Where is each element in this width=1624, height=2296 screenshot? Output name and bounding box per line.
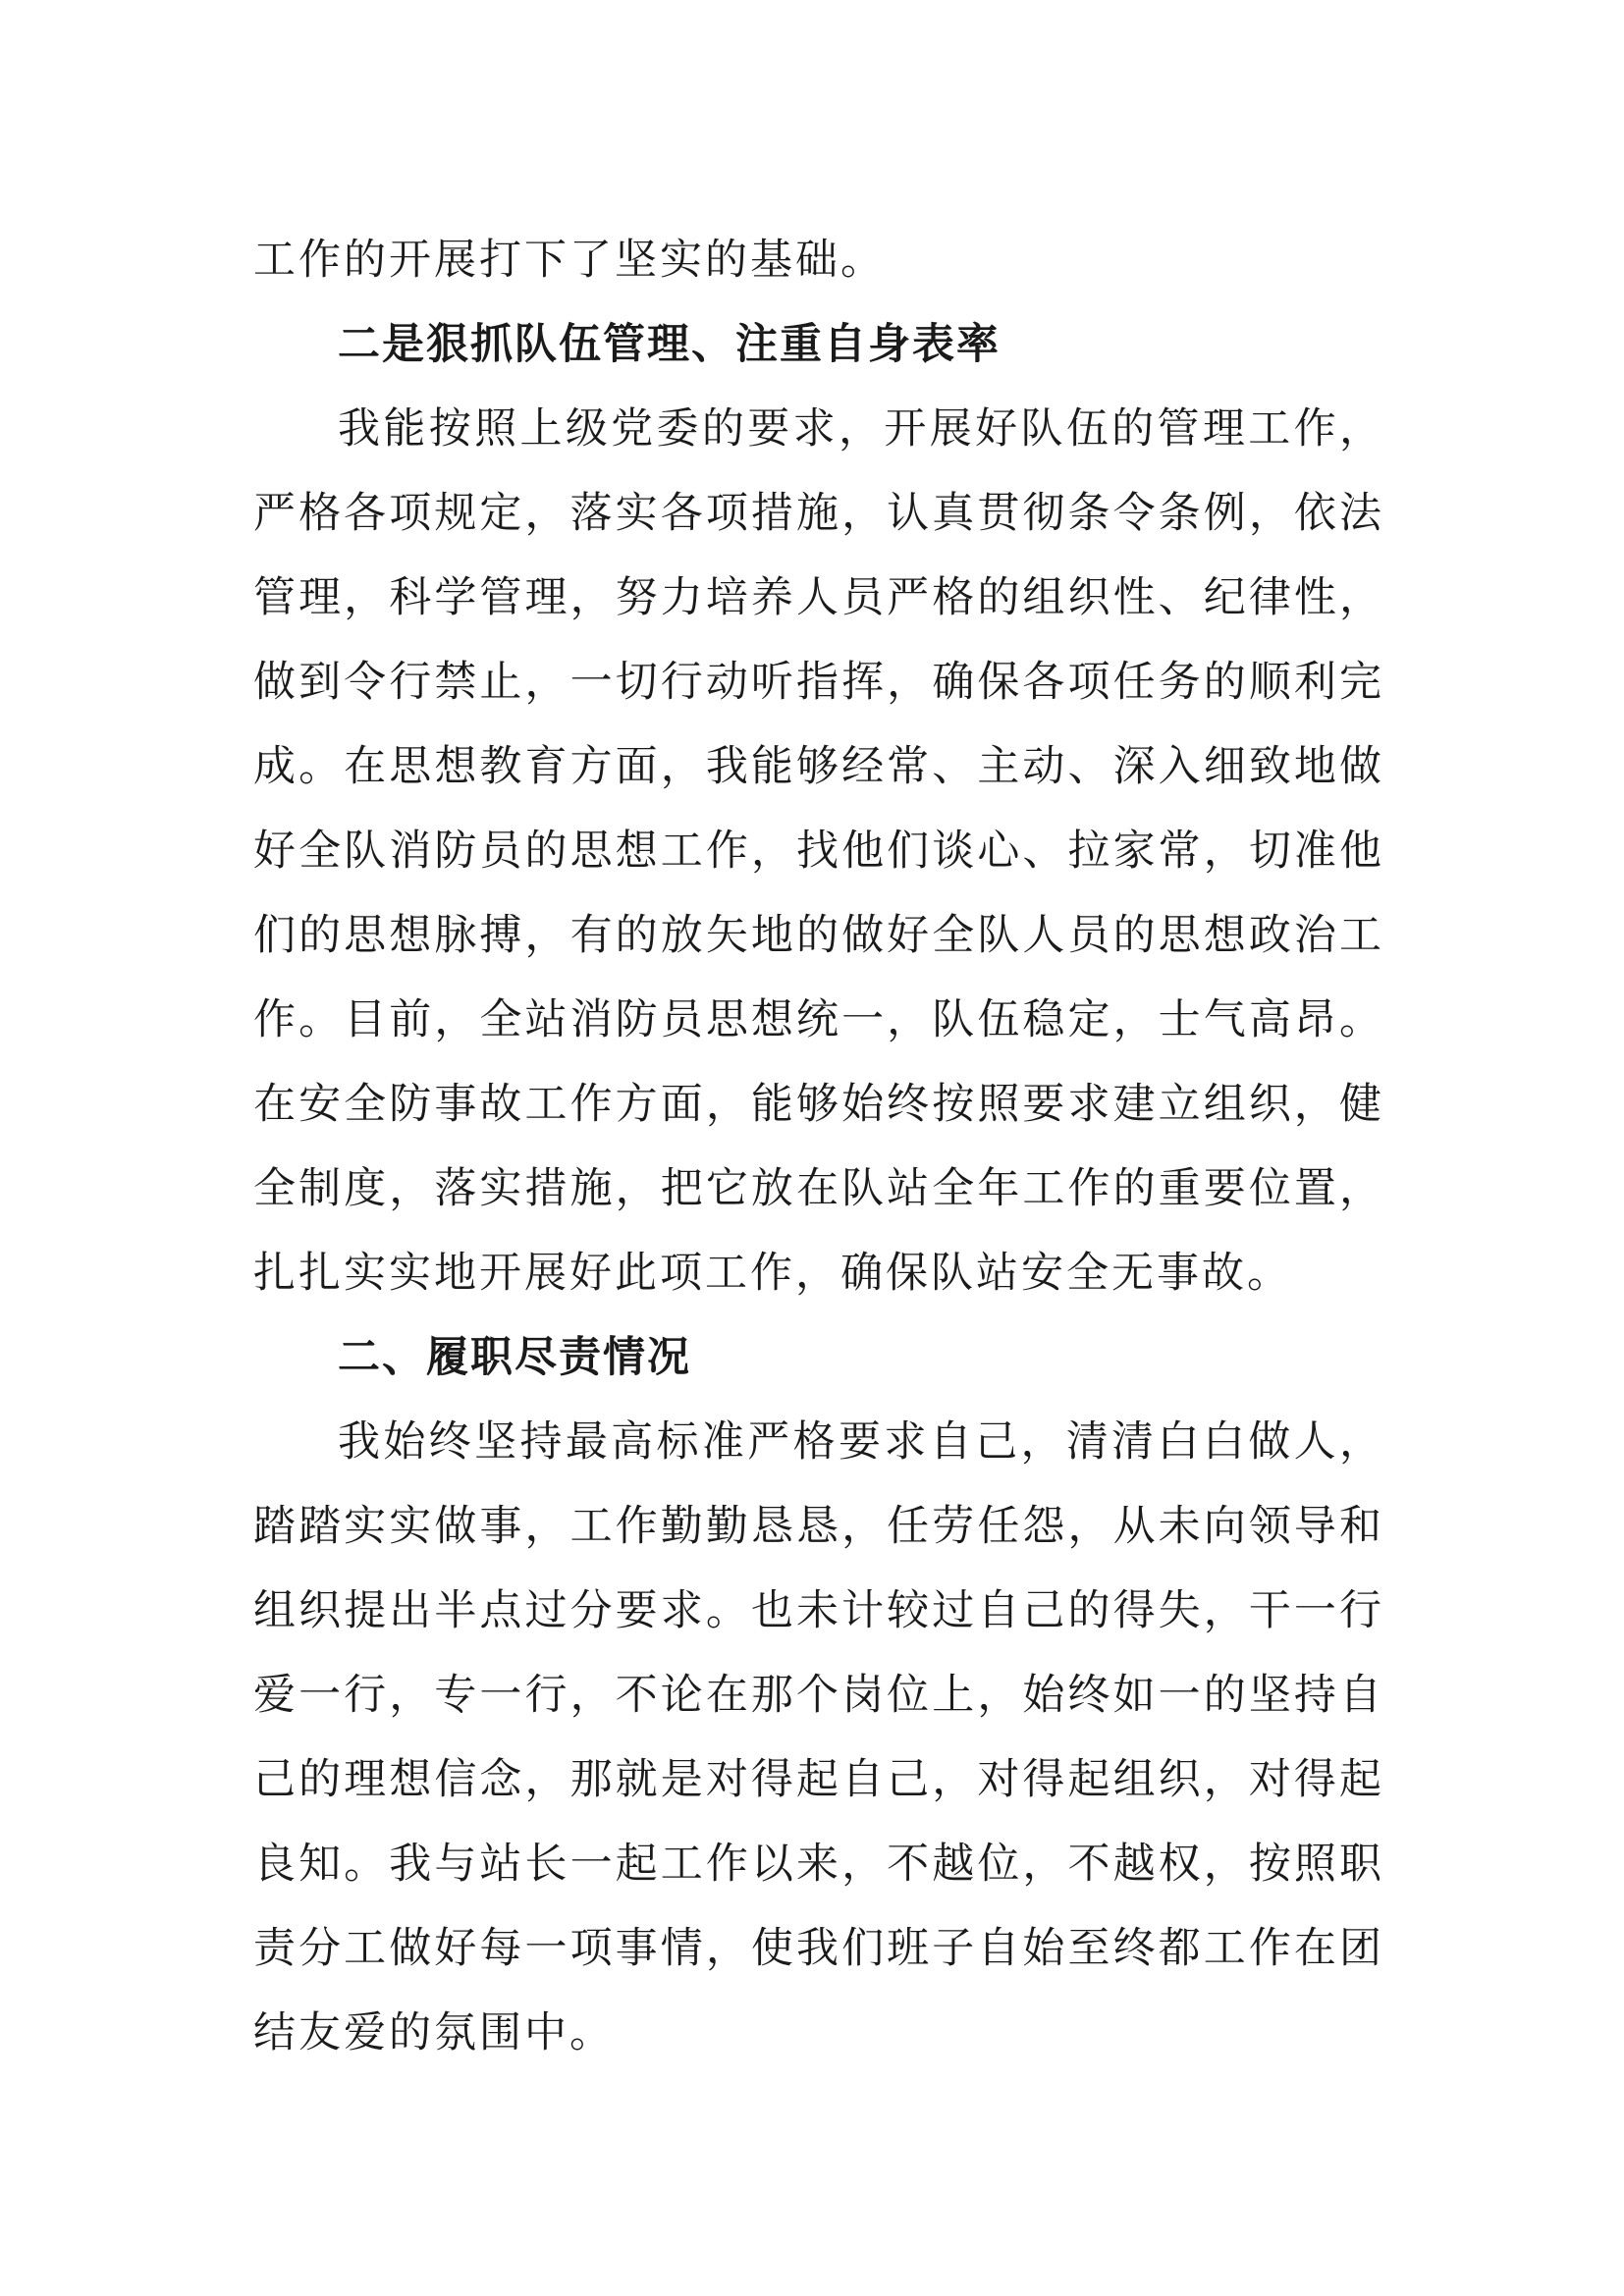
text-line: 在安全防事故工作方面，能够始终按照要求建立组织，健 bbox=[253, 1080, 1384, 1129]
section-heading: 二是狠抓队伍管理、注重自身表率 bbox=[338, 320, 1001, 369]
text-line: 们的思想脉搏，有的放矢地的做好全队人员的思想政治工 bbox=[253, 911, 1384, 960]
text-line: 做到令行禁止，一切行动听指挥，确保各项任务的顺利完 bbox=[253, 658, 1384, 707]
text-line: 结友爱的氛围中。 bbox=[253, 2008, 615, 2057]
text-line: 组织提出半点过分要求。也未计较过自己的得失，干一行 bbox=[253, 1586, 1384, 1635]
text-line: 管理，科学管理，努力培养人员严格的组织性、纪律性， bbox=[253, 573, 1384, 622]
text-line: 严格各项规定，落实各项措施，认真贯彻条令条例，依法 bbox=[253, 489, 1384, 538]
text-line: 爱一行，专一行，不论在那个岗位上，始终如一的坚持自 bbox=[253, 1671, 1384, 1720]
document-page bbox=[253, 218, 1384, 2075]
text-line: 好全队消防员的思想工作，找他们谈心、拉家常，切准他 bbox=[253, 827, 1384, 876]
text-line: 我能按照上级党委的要求，开展好队伍的管理工作， bbox=[338, 404, 1384, 454]
text-line: 成。在思想教育方面，我能够经常、主动、深入细致地做 bbox=[253, 742, 1384, 791]
text-line: 作。目前，全站消防员思想统一，队伍稳定，士气高昂。 bbox=[253, 995, 1384, 1044]
text-line: 我始终坚持最高标准严格要求自己，清清白白做人， bbox=[338, 1417, 1384, 1467]
text-line: 扎扎实实地开展好此项工作，确保队站安全无事故。 bbox=[253, 1249, 1292, 1298]
text-line: 踏踏实实做事，工作勤勤恳恳，任劳任怨，从未向领导和 bbox=[253, 1502, 1384, 1551]
text-line: 良知。我与站长一起工作以来，不越位，不越权，按照职 bbox=[253, 1840, 1384, 1889]
text-line: 己的理想信念，那就是对得起自己，对得起组织，对得起 bbox=[253, 1755, 1384, 1804]
text-line: 工作的开展打下了坚实的基础。 bbox=[253, 236, 886, 285]
text-line: 责分工做好每一项事情，使我们班子自始至终都工作在团 bbox=[253, 1924, 1384, 1973]
section-heading: 二、履职尽责情况 bbox=[338, 1333, 691, 1382]
text-line: 全制度，落实措施，把它放在队站全年工作的重要位置， bbox=[253, 1164, 1384, 1213]
